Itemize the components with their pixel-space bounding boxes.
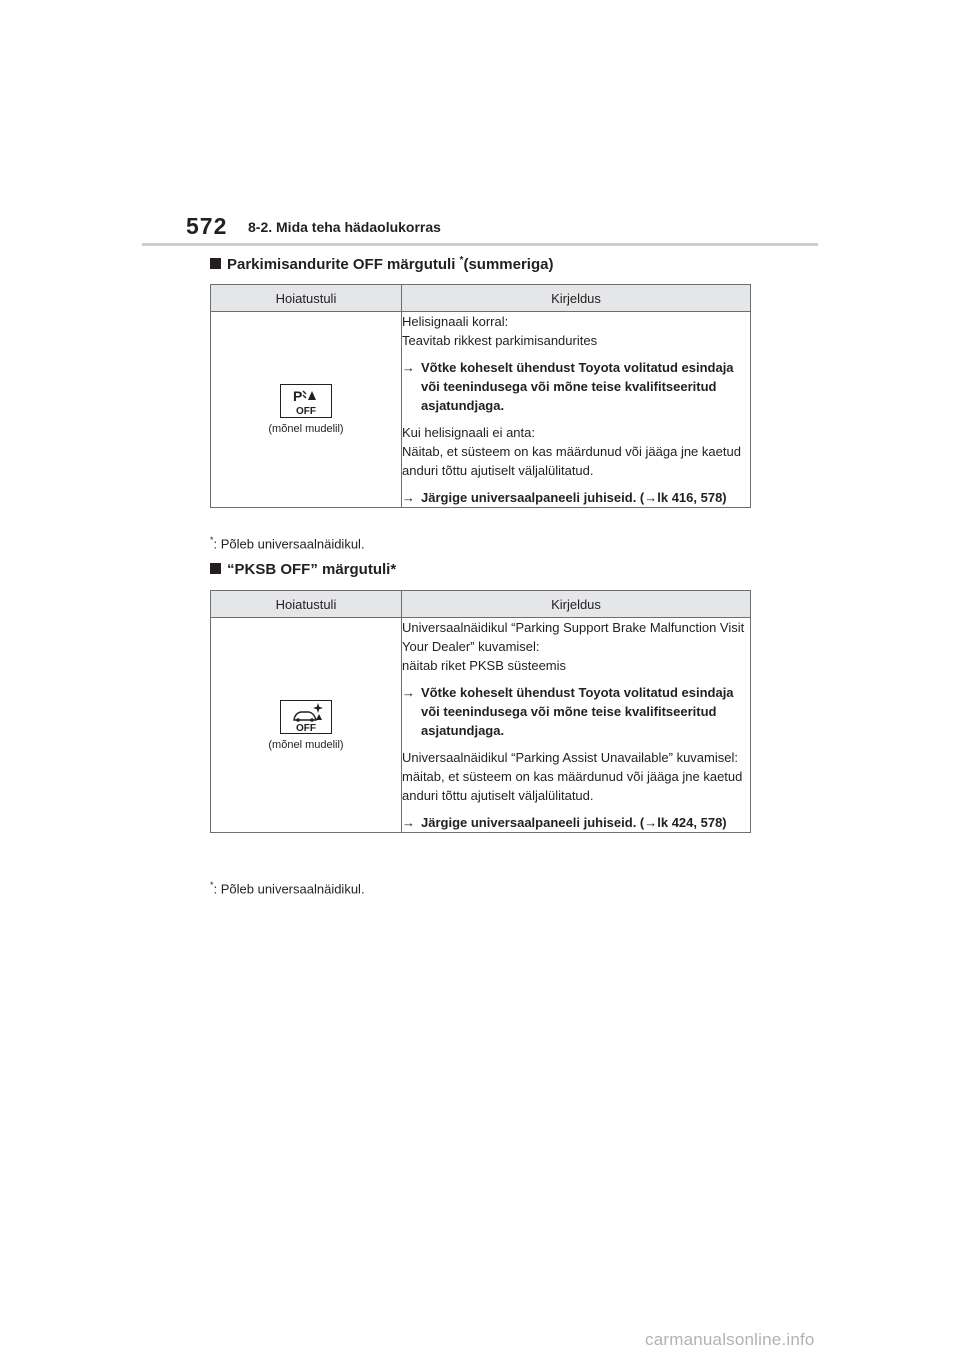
page-reference-link[interactable]: lk 424, 578) <box>657 815 727 830</box>
bullet-square-icon <box>210 258 221 269</box>
page-number: 572 <box>186 213 228 239</box>
arrow-icon: → <box>402 815 415 830</box>
arrow-icon: → <box>644 490 658 505</box>
icon-cell <box>211 618 402 833</box>
arrow-icon: → <box>402 490 415 505</box>
description-paragraph: Universaalnäidikul “Parking Assist Unavailable” kuvamisel: mäitab, et süsteem on kas määrdunud või jääga jne kaetud anduri tõttu ajutiselt väljalülitatud. <box>402 750 743 803</box>
warning-table-parking-sensor <box>210 284 751 508</box>
column-header-description: Kirjeldus <box>402 285 751 312</box>
action-paragraph: → Järgige universaalpaneeli juhiseid. (→lk 424, 578) <box>402 815 727 830</box>
header-divider <box>142 243 818 246</box>
section-heading-pksb: “PKSB OFF” märgutuli* <box>210 561 396 578</box>
bullet-square-icon <box>210 563 221 574</box>
column-header-warning-light: Hoiatustuli <box>211 591 402 618</box>
arrow-icon: → <box>402 360 415 375</box>
section-heading-parking-sensor: Parkimisandurite OFF märgutuli *(summeriga) <box>210 255 553 273</box>
description-paragraph: Universaalnäidikul “Parking Support Brake Malfunction Visit Your Dealer” kuvamisel: näitab riket PKSB süsteemis <box>402 620 745 673</box>
icon-caption: (mõnel mudelil) <box>268 423 344 435</box>
arrow-icon: → <box>402 685 415 700</box>
page-reference-link[interactable]: lk 416, 578) <box>657 490 727 505</box>
footnote: *: Põleb universaalnäidikul. <box>210 880 365 897</box>
action-paragraph: → Võtke koheselt ühendust Toyota volitatud esindaja või teenindusega või mõne teise kvalifitseeritud asjatundjaga. <box>402 360 734 413</box>
footnote: *: Põleb universaalnäidikul. <box>210 535 365 552</box>
column-header-description: Kirjeldus <box>402 591 751 618</box>
description-cell <box>402 618 751 833</box>
watermark: carmanualsonline.info <box>645 1330 815 1349</box>
icon-cell <box>211 312 402 508</box>
description-paragraph: Kui helisignaali ei anta: Näitab, et süsteem on kas määrdunud või jääga jne kaetud anduri tõttu ajutiselt väljalülitatud. <box>402 425 741 478</box>
description-cell <box>402 312 751 508</box>
arrow-icon: → <box>644 815 658 830</box>
parking-sensor-off-icon <box>280 384 332 418</box>
svg-text:P: P <box>293 388 303 404</box>
pksb-off-icon <box>280 700 332 734</box>
action-paragraph: → Järgige universaalpaneeli juhiseid. (→lk 416, 578) <box>402 490 727 505</box>
description-paragraph: Helisignaali korral: Teavitab rikkest parkimisandurites <box>402 314 598 348</box>
warning-table-pksb <box>210 590 751 833</box>
svg-text:OFF: OFF <box>296 406 316 417</box>
chapter-title: 8-2. Mida teha hädaolukorras <box>248 219 441 235</box>
icon-caption: (mõnel mudelil) <box>268 738 344 751</box>
action-paragraph: → Võtke koheselt ühendust Toyota volitatud esindaja või teenindusega või mõne teise kvalifitseeritud asjatundjaga. <box>402 685 734 738</box>
svg-text:OFF: OFF <box>296 722 316 733</box>
column-header-warning-light: Hoiatustuli <box>211 285 402 312</box>
